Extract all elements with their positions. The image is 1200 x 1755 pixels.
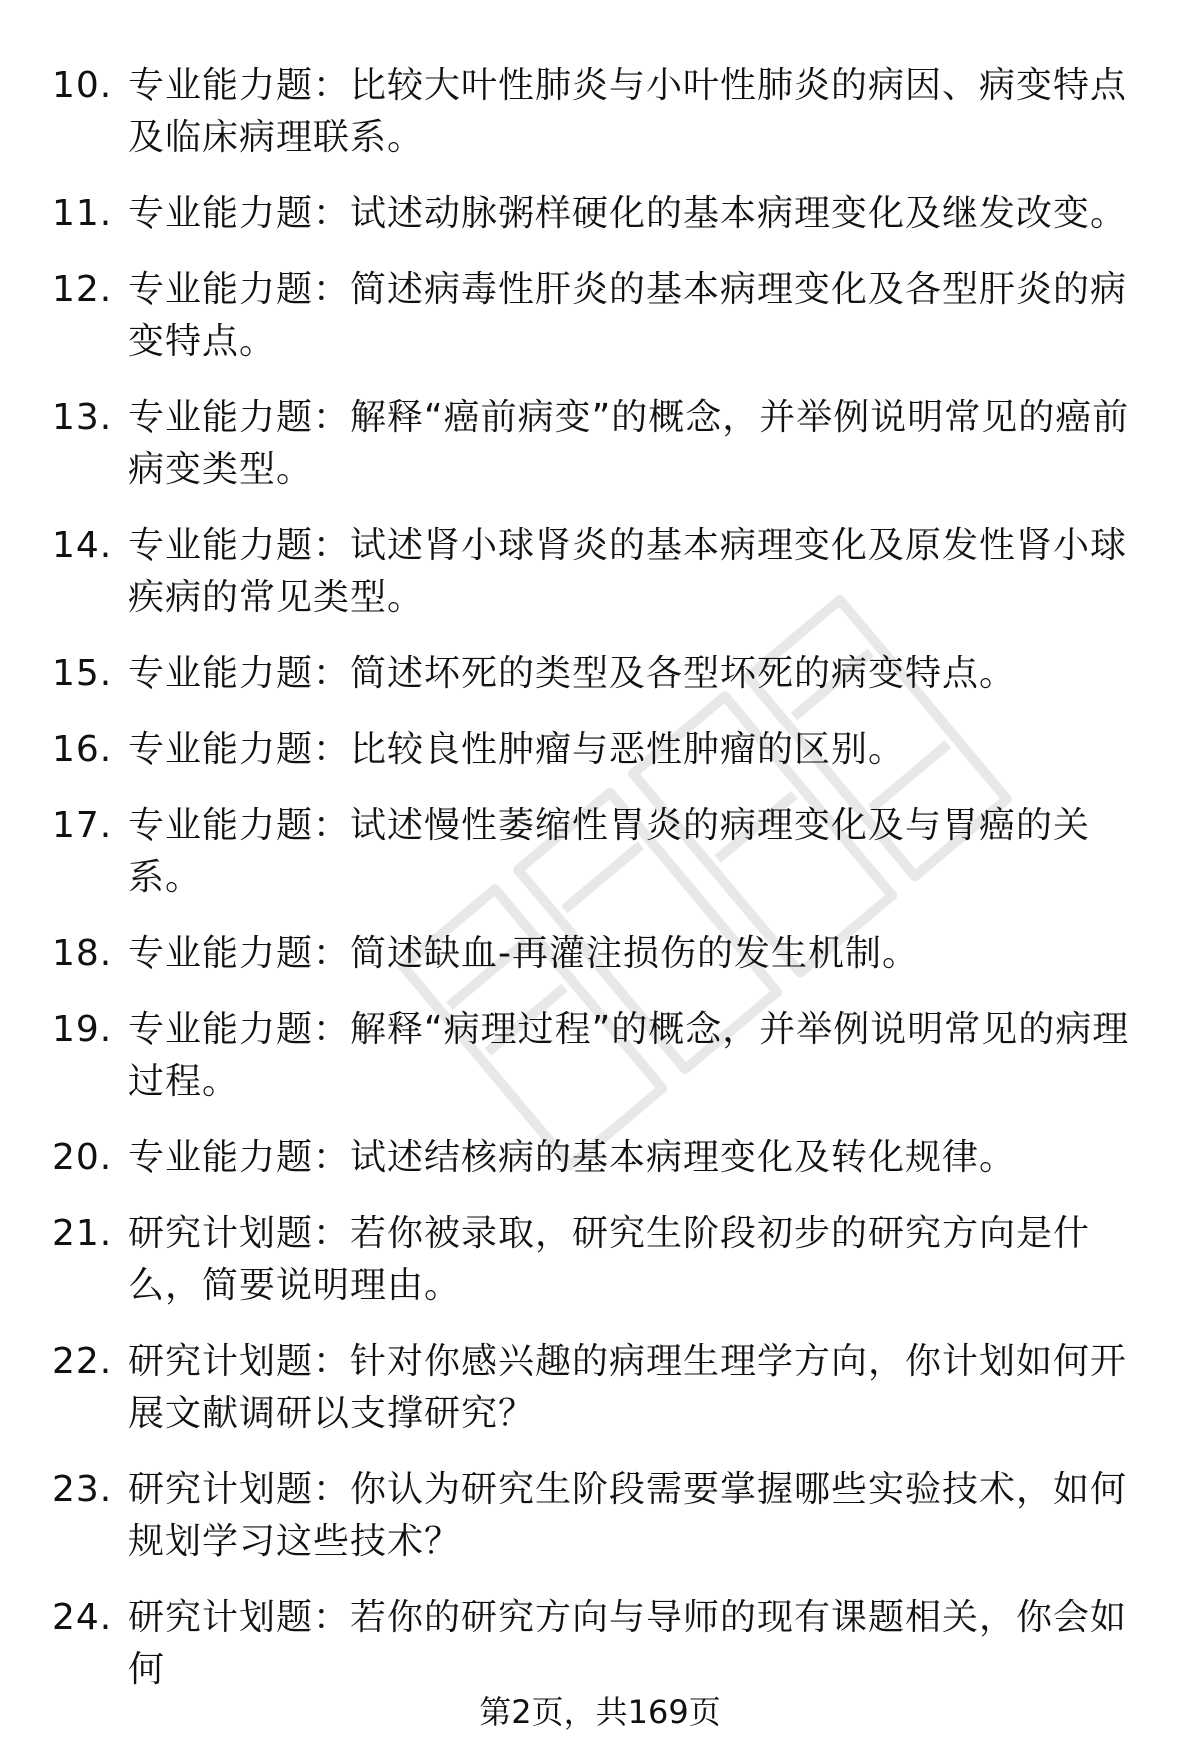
question-text: 专业能力题：比较良性肿瘤与恶性肿瘤的区别。 (128, 729, 906, 770)
question-item (52, 1592, 1152, 1690)
question-item (52, 520, 1152, 624)
question-item (52, 188, 1152, 240)
question-text: 专业能力题：解释“病理过程”的概念，并举例说明常见的病理过程。 (128, 1009, 1130, 1102)
question-number: 21. (52, 1213, 113, 1254)
question-text: 专业能力题：试述慢性萎缩性胃炎的病理变化及与胃癌的关系。 (128, 805, 1091, 898)
question-item (52, 1132, 1152, 1184)
question-item (52, 392, 1152, 496)
question-text: 专业能力题：简述坏死的类型及各型坏死的病变特点。 (128, 653, 1017, 694)
question-item (52, 1336, 1152, 1440)
question-list (52, 60, 1152, 1690)
question-number: 20. (52, 1137, 113, 1178)
question-item (52, 1208, 1152, 1312)
question-text: 研究计划题：若你的研究方向与导师的现有课题相关，你会如何 (128, 1597, 1128, 1690)
question-text: 专业能力题：解释“癌前病变”的概念，并举例说明常见的癌前病变类型。 (128, 397, 1130, 490)
question-number: 18. (52, 933, 113, 974)
question-item (52, 1004, 1152, 1108)
question-item (52, 928, 1152, 980)
question-item (52, 1464, 1152, 1568)
question-number: 22. (52, 1341, 113, 1382)
question-number: 23. (52, 1469, 113, 1510)
question-number: 13. (52, 397, 113, 438)
question-item (52, 60, 1152, 164)
question-item (52, 724, 1152, 776)
question-text: 专业能力题：试述结核病的基本病理变化及转化规律。 (128, 1137, 1017, 1178)
question-text: 研究计划题：针对你感兴趣的病理生理学方向，你计划如何开展文献调研以支撑研究？ (128, 1341, 1128, 1434)
question-text: 专业能力题：简述缺血-再灌注损伤的发生机制。 (128, 933, 919, 974)
question-number: 17. (52, 805, 113, 846)
question-number: 16. (52, 729, 113, 770)
question-number: 14. (52, 525, 113, 566)
question-number: 15. (52, 653, 113, 694)
page-number-footer: 第2页，共169页 (479, 1693, 721, 1731)
question-number: 24. (52, 1597, 113, 1638)
question-number: 12. (52, 269, 113, 310)
question-text: 专业能力题：比较大叶性肺炎与小叶性肺炎的病因、病变特点及临床病理联系。 (128, 65, 1128, 158)
question-number: 10. (52, 65, 113, 106)
question-item (52, 648, 1152, 700)
question-item (52, 264, 1152, 368)
question-number: 11. (52, 193, 113, 234)
question-text: 研究计划题：若你被录取，研究生阶段初步的研究方向是什么，简要说明理由。 (128, 1213, 1091, 1306)
question-text: 专业能力题：简述病毒性肝炎的基本病理变化及各型肝炎的病变特点。 (128, 269, 1128, 362)
question-item (52, 800, 1152, 904)
question-text: 研究计划题：你认为研究生阶段需要掌握哪些实验技术，如何规划学习这些技术？ (128, 1469, 1128, 1562)
question-number: 19. (52, 1009, 113, 1050)
question-text: 专业能力题：试述动脉粥样硬化的基本病理变化及继发改变。 (128, 193, 1128, 234)
question-text: 专业能力题：试述肾小球肾炎的基本病理变化及原发性肾小球疾病的常见类型。 (128, 525, 1128, 618)
